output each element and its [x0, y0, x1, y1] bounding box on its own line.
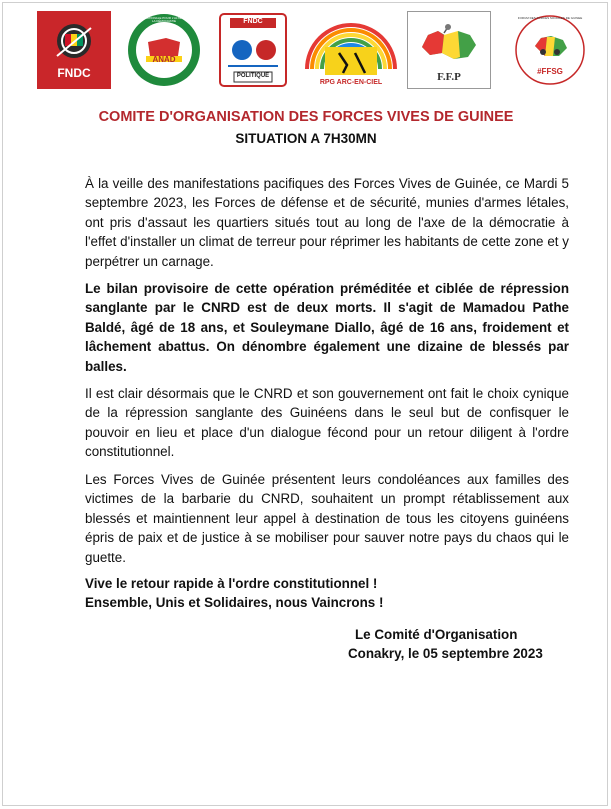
paragraph-4: Les Forces Vives de Guinée présentent leurs condoléances aux familles des victimes de la barbarie du CNRD, souhaitent un prompt rétablissement aux blessés et maintiennent leur appel à destination de tous les citoyens guinéens épris de paix et de justice à se mobiliser pour sauver notre pays du chaos qui le guette.	[85, 472, 569, 565]
fndc-logo	[37, 11, 111, 89]
anad-logo	[125, 11, 203, 89]
anad-ring-text: ALLIANCE NATIONALE POUR L'ALTERNANCE ET LA DÉMOCRATIE	[129, 17, 199, 23]
anad-emblem-icon	[126, 12, 202, 88]
closing-line-1: Vive le retour rapide à l'ordre constitutionnel !	[85, 576, 378, 591]
ffp-label: F.F.P	[437, 71, 461, 83]
document-title: COMITE D'ORGANISATION DES FORCES VIVES DE GUINEE	[98, 109, 514, 125]
paragraph-1: À la veille des manifestations pacifiques des Forces Vives de Guinée, ce Mardi 5 septembre 2023, les Forces de défense et de sécurité, munies d'armes létales, ont pris d'assaut les quartiers situés tout au long de l'axe de la démocratie à l'effet d'installer un climat de terreur pour réprimer les habitants de cette zone et y perpétrer un carnage.	[85, 176, 569, 269]
fndc-politique-bottom-label: POLITIQUE	[236, 73, 270, 79]
paragraph-2: Le bilan provisoire de cette opération préméditée et ciblée de répression sanglante par le CNRD est de deux morts. Il s'agit de Mamadou Pathe Baldé, âgé de 18 ans, et Souleymane Diallo, âgé de 16 ans, froidement et lâchement abattus. On dénombre également une dizaine de blessés par balles.	[85, 281, 569, 374]
logo-banner	[3, 3, 609, 95]
fndc-emblem-icon	[51, 20, 97, 64]
ffsg-logo	[505, 11, 595, 89]
document-page	[2, 2, 608, 806]
ffsg-ring-text: FORUM DES FORCES SOCIALES DE GUINÉE	[517, 17, 583, 20]
ffp-map-icon	[414, 17, 484, 69]
ffsg-label: #FFSG	[537, 67, 563, 76]
signature-committee: Le Comité d'Organisation	[355, 627, 518, 642]
closing-block	[85, 574, 569, 613]
document-subtitle: SITUATION A 7H30MN	[235, 131, 377, 146]
rpg-logo	[303, 11, 399, 89]
closing-line-2: Ensemble, Unis et Solidaires, nous Vaincrons !	[85, 595, 384, 611]
rpg-label: RPG ARC-EN-CIEL	[319, 79, 383, 86]
fndc-politique-top-label: FNDC	[243, 18, 263, 25]
rpg-rainbow-icon	[303, 17, 399, 83]
ffp-logo	[407, 11, 491, 89]
paragraph-3: Il est clair désormais que le CNRD et son gouvernement ont fait le choix cynique de la répression sanglante des Guinéens dans le seul but de confisquer le pouvoir en lieu et place d'un dialogue fécond pour un retour diligent à l'ordre constitutionnel.	[85, 386, 569, 460]
anad-label: ANAD	[152, 55, 176, 64]
fndc-politique-logo	[213, 11, 293, 89]
signature-place-date: Conakry, le 05 septembre 2023	[348, 646, 543, 661]
ffsg-emblem-icon	[507, 12, 593, 88]
fndc-logo-label: FNDC	[57, 66, 91, 80]
